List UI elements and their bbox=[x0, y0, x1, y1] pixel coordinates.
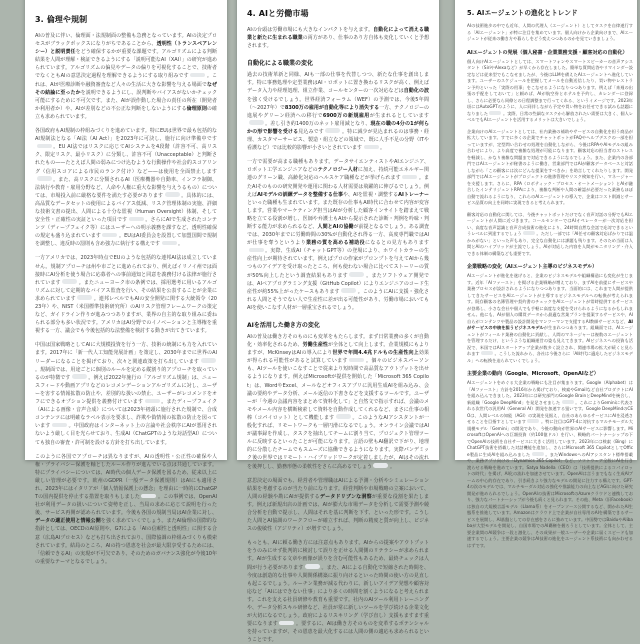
paragraph bbox=[247, 158, 429, 312]
paragraph bbox=[467, 129, 633, 207]
text-run: 。また、AIによる自動化で短縮された時間を、今度は創造的な仕事や人間関係構築に振り向けるといった時間の使い方の見直しも起こるでしょう。ルーチン業務が減る代わりに、新しいアイデア発想や顧客対応など「AIにはできない仕事」により多くの時間を割くようになると考えられます。これを支える社員研修や教育も重要です。社内のAIツール利用トレーニングや、データ分析スキル研修など、社員が常に新しいツールを学び続ける企業文化が大切になるでしょう。政府によるリスキリング（学び直し）支援もますます重要になります bbox=[247, 564, 429, 628]
paragraph bbox=[247, 333, 429, 471]
bold-text: 自動化によって消える職業と新たに生まれる職業 bbox=[247, 27, 429, 42]
text-run: 。要するに、AIは働き方そのものを変革するポテンシャルを持っていますが、その恩恵を最大化するには人間の側の適応も求められるということです。 bbox=[247, 621, 429, 644]
text-run: AIの技術進歩の中でも近年、人間の代理人（エージェント）としてタスクを自律遂行する「AIエージェント」が特に注目を集めています。個人向けから企業向けまで、AIエージェントが従来の働き方や暮らしをどう変えつつあるのかを見ていきましょう。 bbox=[467, 23, 633, 41]
bold-text: データドリブンな洞察 bbox=[319, 493, 372, 500]
citation-chip[interactable] bbox=[532, 452, 544, 456]
text-run: 。連邦レベルでもAIの安全開発に関する大統領令（2023年）や、NIST（米国標準技術研究所）のAIリスク管理フレームワークの策定など、ガイドライン作りが進みつつありますが、業界の自主的な取り組みに委ねられる部分も多い状況です。アメリカはAI分野でのイノベーションと主導権を重視する一方、議会でも今後包括的な法整備を検討する動きが出てきています。 bbox=[35, 295, 217, 335]
text-run: 一方、テクノロジーの進展やグリーン経済への移行で bbox=[247, 104, 430, 119]
text-run: AIエージェントが進化を遂げると、企業のビジネスモデルや組織構造にも変化が生じます。近年「AIファースト」を掲げる企業戦略が増えており、まずAIを前提にサービスや業務プロセスが設計されるようになりつつあります。当面的には、これまで人間が提供してきたサービスをAIエージェントが主導するビジネスモデルへの転換が考えられます。既存顧客の名簿管理や契約書のチェックをAIエージェントが常時提供するサービスが登場し、小さな会社や個人でも手軽に高度な支援を受けられるようになるかもしれません。他にも、AIが個人の購買データから最適な営業プランを提案するサービスや、AI自らがコンテンツや製品の設計開発をマンツーマンで支援するAI教師サービスなど、 bbox=[467, 273, 633, 324]
text-run: 。EU AI法ではリスクに応じてAIシステムを4段階（許容不可、高リスク、限定リスク、最小リスク）に分類し、許容不可（Unacceptable）と判断されたもの——たとえば人間の弱みにつけ込むような行動操作や社会的スコアリング（信用スコアによる市民のランク付け）など——は使用を全面禁止します bbox=[35, 144, 217, 175]
citation-chip[interactable] bbox=[102, 233, 117, 238]
bold-text: AIトレーナー bbox=[398, 191, 429, 198]
text-run: 。差し引き約1400万のネット雇用減となり、 bbox=[265, 120, 371, 127]
text-run: AIの普及に伴い、倫理面・法規制面の整備も急務となっています。AIの決定プロセスがブラックボックスになりがちであることから、 bbox=[35, 33, 217, 48]
section-heading: AIエージェントの発展（個人秘書・企業業務支援・顧客対応の自動化） bbox=[467, 49, 628, 56]
text-run: 。 bbox=[389, 463, 395, 470]
paragraph bbox=[467, 273, 633, 364]
paragraph bbox=[35, 32, 217, 121]
text-run: 。これは、AIが医療診断や融資審査など人々の生活に大きな影響を与える場面で bbox=[35, 73, 217, 88]
text-run: 顧客対応の自動化に関しては、今後チャットボットだけでなく音声対話の分野でもAIエージェントが人間に近づきます。コールセンターではAIオペレーターが一次対応を担い、高度な音声認識と音声合成技術の進化により、24時間自然な会話で応対できるというレベルに到達するでしょう bbox=[467, 211, 633, 236]
bold-text: 世界で年間4.4兆ドルもの生産性向上 bbox=[332, 350, 419, 357]
section-heading: 主要企業の動向（Google、Microsoft、OpenAIなど） bbox=[467, 371, 599, 377]
bold-text: なぜその結論に至ったか bbox=[35, 81, 217, 96]
text-run: が生まれつつあります。組織面では、AIエージェントがフィールド業務の自動化に貢献し、人間のマネージャーは複数のエージェントを管理するだけ、というような組織運営の姿も見えてきます。AIビジネスへの投資も活況で、米国ではAIスタートアップ企業が数多く設立され、関連市場の拡大が続くと見られます bbox=[467, 325, 633, 356]
text-run: 。この事例では、OpenAI社が利用データの扱いについて姿勢を正し、当局の求めに応じて説明を行った後、サービス再開が認められています。今後も各国の規制当局はAI企業に対し、 bbox=[35, 494, 217, 517]
citation-chip[interactable] bbox=[37, 176, 52, 181]
text-run: 。また、高リスクに分類されるAI（医療機器や自動車、インフラ制御、法執行や教育・雇用分野など、人命や人権に重大な影響を与えうるもの）については、市場投入前に厳格な要件を満たす必要があります bbox=[35, 176, 217, 199]
citation-chip[interactable] bbox=[373, 463, 388, 468]
citation-chip[interactable] bbox=[336, 414, 351, 419]
document-page-labor-market bbox=[237, 0, 439, 644]
text-run: 一方で需要が高まる職種もあります。データサイエンティストやAIエンジニア、ロボット工学エンジニアなどの bbox=[247, 159, 429, 174]
text-run: 。規制面では、用途ごとに個別のルールを定める縦割り的アプローチを取っているのが特徴です bbox=[35, 366, 217, 381]
citation-chip[interactable] bbox=[349, 272, 364, 277]
text-run: 効果が得られる可能性があると試算しています bbox=[247, 350, 429, 365]
text-run: 企業向けのAIエージェントとしては、社内業務の補助やサービスの自動化を担う商品が拡大しています。すでに多くの企業でチャットボットがFAQやヘルプデスクの一部を担っていますが、定型問い合わせの処理を自動化しながら、今後はRPAやAIモデルの組み合わせにより、より高度で複雑な処理が可能になります。顧客対応の担当者のストレスを軽減し、かなり複雑な問題まで対応できるようになるでしょう。また、企業内の各部門ではAIエージェントが秘書のように働き、営業部門ではAIが顧客データベースと対話しながら「この顧客には次にどんな提案をすべきか」を助言してくれたりします。開発部門ではAIエージェントがプロジェクトの進捗管理やリスク検知を行い、マネージャーを支援します。さらに、RPA（ロボティック・プロセス・オートメーション）とAIが融合したインテリジェントRPAにより、複雑な判断や人間の確認が必要だった業務もほぼ自動で流れるようになり、これらのAIエージェントの導入で、企業はコスト削減とサービス品質の向上を同時に実現できると考えられます。 bbox=[467, 128, 633, 205]
text-run: 。中国政府はインターネット上の言論や社会秩序にAIが悪用されないよう厳しく目を光らせており、生成AI（ChatGPTのような対話型AI）についても独自の審査・許可制を設ける方針を打ち出しています。 bbox=[35, 423, 217, 446]
paragraph bbox=[35, 127, 217, 248]
text-run: AIの普及は働き方そのものにも変革をもたらします。まず日常業務の多くが自動化・効率化されるため、 bbox=[247, 334, 429, 349]
section-heading: AIを活用した働き方の変化 bbox=[247, 322, 320, 329]
text-run: 各国政府もAI規制の枠組みづくりを進めています。特にEUは世界で最も包括的なAI規制法となる「AI法（AI Act）」を2023年に可決し、施行に向け準備中です bbox=[35, 128, 217, 143]
text-run: 。このようにAIに支援・強化される人間とそうでない人で生産性に差が出る可能性があり、労働市場においてもAIを使いこなす人材が一層重宝されるでしょう。 bbox=[247, 288, 429, 311]
paragraph bbox=[247, 26, 429, 50]
citation-chip[interactable] bbox=[249, 248, 264, 253]
paragraph bbox=[35, 453, 217, 566]
paragraph bbox=[247, 477, 429, 534]
document-page-ethics bbox=[25, 0, 227, 565]
text-run: 。特に注目はGPT-4に対抗するマルチモーダル大規模モデル「Gemini」の開発であり、今後の動向が世界のAIサービスに影響します。MicrosoftはOpenAIへの巨額投資（約100億ドル）を行い、戦略的パートナーシップの下でOpenAIの技術を自社サービスに大きく活用しています。2023年には検索（Bing）にChatGPT技術を搭載した対話機能を追加し、さらにMicrosoft 365 CopilotとしてOffice製品に生成AIを組み込みました bbox=[467, 419, 633, 457]
text-run: 。またソフトウェア開発では、AIペアプログラミング支援（GitHub Copilot）によりエンジニアのコード生産性が約55%上がったケースもあります bbox=[247, 272, 429, 295]
bold-text: 業務の質を高める補助役 bbox=[306, 240, 365, 247]
text-run: AIエージェントをめぐる大企業の戦略にも注目が集まります。Google（Alphabet）は「AIファースト」方針を2016年から掲げており、検索やGmailなど自社プロダクトにAIを組み込んできました。2023年には研究部門のGoogle BrainとDeepMindを統合し、新組織「Google DeepMind」を発足させました bbox=[467, 380, 633, 405]
text-run: 。実際、生成AI（チャットGPT等）の登場により、ホワイトカラーの生産性向上が期待されています。例えばプロの作家がプロンプトを与えてAIから幾つものアイデアを受け取ったところ、何も使わない場合に比べてストーリーの質が50%向上したという調査結果もあります bbox=[247, 248, 429, 279]
text-run: が生まれるとしています bbox=[369, 112, 429, 119]
citation-chip[interactable] bbox=[349, 358, 364, 363]
text-run: AIの台頭は労働市場にも大きなインパクトを与えます。 bbox=[247, 27, 374, 33]
page-body bbox=[247, 26, 429, 644]
paragraph bbox=[247, 71, 429, 152]
text-run: 。こうした流れから、各社は今後さらに「AI時代に適応したビジネスモデル」への転換を迫られていくでしょう。 bbox=[467, 351, 633, 363]
paragraph bbox=[35, 254, 217, 335]
text-run: や、AIを監視・調整する bbox=[343, 191, 399, 198]
text-run: 。これによりGeminiに代表される次世代の汎用AI（General AI）開発を加速する狙いです。Google DeepMindのCEOは、人間レベルの知能（AGI）の実現を見据え、自社のあらゆるサービスにAIを浸透させることを目指すとしています bbox=[467, 399, 633, 424]
citation-chip[interactable] bbox=[249, 120, 264, 125]
text-run: を強く受けるでしょう。世界経済フォーラム（WEF）の予測では、今後5年間（〜2027年）で bbox=[247, 96, 429, 111]
bold-text: 自動化の波 bbox=[403, 88, 429, 95]
citation-chip[interactable] bbox=[129, 217, 144, 222]
text-run: をどう確保するかが重要な課題です。アルゴリズムによる判断結果を人間が理解・検証できるようにする「説明可能なAI（XAI）」の研究が進められています。アルゴリズムの偏見やデータの偏りを可視化することで、技術者でなくともAIの意思決定過程を理解できるようにする取り組みです bbox=[35, 49, 217, 80]
page-title: 3. 倫理や規制 bbox=[35, 15, 88, 24]
text-run: が重要な役割を果たします。例えば新規出店の計画では、AIが膨大な市場データを分析して需要予測や競合分析を自動で提示し、人間はそれを基に判断を下す、といった形です。こうした人間とAI協調のワークフローが確立すれば、判断の精度と質が向上し、ビジネスの俊敏性（アジリティ）が増すでしょう。 bbox=[247, 493, 429, 533]
citation-chip[interactable] bbox=[190, 73, 205, 78]
text-run: が全体として向上します。企業規模にもよりますが、McKinseyはAIの導入により bbox=[247, 342, 429, 357]
bold-text: AIがサービスの中核を担うビジネスモデル bbox=[467, 318, 633, 330]
bold-text: AIモデルの訓練データを整備する仕事 bbox=[257, 191, 344, 198]
paragraph bbox=[247, 539, 429, 644]
text-run: といった職種も生まれています。また既存の仕事もAI時代に合わせて内容が変容します。営業やマーケティング担当はAIが分析した顧客インサイトを踏まえて戦略を立てる役割が増し、医師や弁護士もAIから提示された診断・判例を吟味・判断する能力が求められるなど、 bbox=[247, 199, 429, 230]
citation-chip[interactable] bbox=[162, 241, 177, 246]
section-heading: 自動化による職業の変化 bbox=[247, 60, 314, 68]
text-run: を強く求めていくでしょう。またAI倫理の国際的な指針としては、OECDのAI原則や、G7による「AIの信頼性と透明性」に関する合意（広島AIプロセス）なども打ち出されており、国際協調の枠組みづくりも模索されています。結局のところ、AIの持つ恩恵を社会が最大限享受するためには、「信頼できるAI」の実現が不可欠であり、そのためのガバナンス強化が今後10年の重要なテーマとなるでしょう。 bbox=[35, 518, 217, 565]
bold-text: 6900万の新規雇用 bbox=[322, 112, 370, 119]
text-run: 。例えば2022年施行の「アルゴリズム規制」は、ニュースフィードや動画アプリなどのレコメンデーションアルゴリズムに対し、ユーザーを害する情報拡散の防止や、差別的な扱いの禁止、ユーザーがレコメンドをオフにできるオプション提供を義務付けています bbox=[35, 374, 217, 406]
text-run: 個人向けAIエージェントとしては、スマートフォンやスマートスピーカーの音声アシスタント（SiriやAlexaなど）が早くから存在しました。簡単な質問応答やリマインダー設定などは従来型でもこなせましたが、今後はLLMを備えたAIエージェントへ進化しています。ユーザーのスケジュールを把握してメールを自動送信したり、買い物やレストラン予約といった「実際の用事」をこなせるようになりつつあります。例えば「来週の出張の手配をしておいて」と頼めば、AIが航空券とホテルを予約し、カレンダーに登録し、さらに必要なら同僚との日程調整まで行ってくれる、というイメージです。2023年頃にはAutoGPTのように、人に同伴しながら予定や買い物をお任せできる試みも話題になりました bbox=[467, 58, 633, 116]
citation-chip[interactable] bbox=[489, 111, 501, 115]
citation-chip[interactable] bbox=[141, 494, 156, 499]
citation-chip[interactable] bbox=[562, 400, 574, 404]
paragraph bbox=[467, 59, 633, 124]
citation-chip[interactable] bbox=[77, 295, 92, 300]
text-run: 一方アメリカでは、2023年時点でEUのような包括的な連邦AI法は成立していません。規制アプローチは州や市ごとに進められており、例えばイリノイ州では面接時にAI分析を使う場合に応募者への事前通知と同意を義務付ける法律が施行されています bbox=[35, 255, 217, 286]
citation-chip[interactable] bbox=[325, 128, 340, 133]
citation-chip[interactable] bbox=[527, 419, 539, 423]
bold-text: 労働生産性 bbox=[302, 342, 328, 349]
citation-chip[interactable] bbox=[279, 621, 294, 626]
page-title: 4. AIと労働市場 bbox=[247, 9, 309, 18]
text-run: 中国は国家戦略としてAIに大規模投資を行う一方、技術の統制にも力を入れています。2017年に「新一代人工知能発展計画」を策定し、2030年までに世界のAIリーダーになることを掲げており、次々と関連政策を打ち出しています bbox=[35, 342, 217, 365]
text-run: 。具体的には、高品質なデータセットの使用によるバイアス低減、リスク管理体制の実施、詳細な技術文書の提出、人間による十分な監視（Human Oversight）体制、そして安全性・正確性の実証といった項目です bbox=[35, 192, 217, 224]
page-body bbox=[467, 23, 633, 549]
page-title: 5. AIエージェントの進化とトレンド bbox=[467, 9, 578, 17]
section-heading: 企業戦略の変化（AIエージェント主導のビジネスモデル） bbox=[467, 264, 598, 270]
text-run: 。実際、日常の些細なタスクから解放されたい需要は大きく、個人レベルでもAIエージェントを活用するメリットは大きいでしょう。 bbox=[467, 110, 633, 122]
text-run: 。 bbox=[380, 145, 386, 152]
citation-chip[interactable] bbox=[364, 145, 379, 150]
paragraph bbox=[35, 341, 217, 446]
bold-text: 倫理原則 bbox=[186, 105, 207, 112]
citation-chip[interactable] bbox=[481, 351, 493, 355]
text-run: になるとの見方もあります bbox=[365, 240, 429, 247]
bold-text: 人間とAIの協働 bbox=[317, 223, 354, 230]
citation-chip[interactable] bbox=[62, 279, 77, 284]
paragraph bbox=[467, 23, 633, 43]
citation-chip[interactable] bbox=[145, 399, 160, 404]
text-run: 。またAIそのものの研究開発や運用に関わる人材需要は飛躍的に伸びるでしょう。例えば bbox=[247, 175, 429, 198]
document-page-ai-agents bbox=[455, 0, 637, 548]
citation-chip[interactable] bbox=[341, 288, 356, 293]
text-run: 。またWindowsへのAIアシスタント標準搭載や、業務アプリ向けの「Dynamics 365 Copilot」など、ソフトウェア全般にAIを行き渡らせる戦略を進めています。Satya Nadella（CEO）は「技術提供によるコパイロットの時代」を掲げ、AI化の流れを加速させています。OpenAIは言うまでもなく生成AIブームの中心的存在であり、引き続きより強力なモデルの開発に注力する構えです。GPT-4の次のモデルでは、マルチモーダル対応の強化や推論能力の向上などAGIに向けた研究開発が進められるでしょう。OpenAIの技術はMicrosoftのAzureクラウドと連携しており、強力なパートナーシップが今後も続くと見られます。その他、Meta（旧Facebook）は独自の大規模言語モデル（Llama系）をオープンソース公開するなど、開かれたAI生態系を推進しています。Amazonはクラウド上で企業が自社専用のAIを構築できるサービスを展開し、AI基盤としての存在感をさらに強めています。中国勢ではBaiduやAlibabaが大型モデルを開発し、自国市場でのAI覇権を握ろうとしています。全体として、主要企業間のAI競争は一段と激化し、その成果が一般ユーザーや企業に届くスピードも加速するでしょう。主要企業の競争はAI技術の進化をエージェント系技術にも向かわせるはずです。 bbox=[467, 451, 633, 548]
page-body bbox=[35, 32, 217, 566]
text-run: 。 bbox=[178, 241, 184, 248]
citation-chip[interactable] bbox=[165, 192, 180, 197]
text-run: 。またニューヨーク市の条例では、採用選考に用いるアルゴリズムに対して定期的なバイアス監査を行い、その結果を公表することが企業に求められています bbox=[35, 279, 217, 302]
text-run: 見込みです bbox=[298, 128, 324, 135]
citation-chip[interactable] bbox=[523, 231, 535, 235]
paragraph bbox=[467, 212, 633, 258]
bold-text: 8300万の雇用が自動化等により消失する bbox=[284, 104, 380, 111]
citation-chip[interactable] bbox=[201, 358, 216, 363]
text-run: 。個々のビジネスパーソンも、AIツールを使いこなすことで従来より短時間で高品質なアウトプットを出せるようになります。例えばMicrosoftが提供を開始した「Microsoft 365 Copilot」は、WordやExcel、メールなどオフィスアプリに汎用生成AIを組み込み、会議の要約やデータ分析、メール返信の下書きなどを支援するツールです。ユーザーが「今週の会議内容をまとめて資料化して」と自然文で指示すれば、会議のメモやメール内容を横断検索して資料を自動作成してくれるなど、まさに仕事の相棒（コパイロット）として機能します bbox=[247, 358, 429, 421]
citation-chip[interactable] bbox=[72, 374, 87, 379]
text-run: 。またディープフェイク（AIによる画像・音声合成）については2023年初頭に施行された規制で、合成コンテンツには明確なラベル表示を要求し、詐欺や偽情報の拡散の防止を図っています bbox=[35, 399, 217, 430]
text-run: 過去の技術革新と同様、AIも一部の仕事を代替しつつ、新たな仕事を創出します。特に事務処理や定型業務はAI・ロボットに置き換わるリスクが高く、例えばデータ入力や経理処理、組立作業、コールセンターの一次対応などは bbox=[247, 72, 429, 95]
text-run: このように各国でアプローチは異なりますが、AIの透明性・公正性の確保や人権・プライバシー保護を軸としたルール作りが進んでいる点は共通しています。特にプライバシーについては、AI時代の個人データ保護を図るため、従来以上に厳しい管理が必要です。欧州のGDPR（一般データ保護規則）はAIにも適用され、2023年にはイタリアが「個人情報保護上の懸念」を理由に一時的にChatGPTの国内提供を停止する措置を取りもしました bbox=[35, 453, 217, 501]
text-run: 。このようなAIアシスタントが一般化すれば、リモートワークも一層円滑になるでしょう。オンライン会議ではAIが議事録を作成し、タスクを抽出してチームに割り当て、プロジェクト管理ツールに反映するといったことが可能になります。言語の壁もAI翻訳で下がり、地理的に分散したチームでもスムーズに協働できるようになります。実際パンデミック後の世界ではリモート・ハイブリッドワークが定着しましたが、AIはその流れを後押しし、勤務形態の柔軟性をさらに高めるでしょう bbox=[247, 414, 430, 470]
text-run: が前提となるでしょう。ある調査では、2030年までに労働時間の30%が自動化され得る一方、高度専門職ではAIが仕事を奪うというより bbox=[247, 223, 430, 247]
text-run: 。EUはAI委員会を設置して加盟国間で規制を調整し、違反時の罰則も含め強力に執行する構えです bbox=[35, 233, 217, 248]
text-run: 。特に減少が見込まれるのは事務・経理、カスタマーサービス、製造・組立などの領域で、既に人手不足の分野（ITや看護など）では比較的影響が小さいとされています bbox=[247, 128, 429, 152]
text-run: を説明できるようにし、誤判断やバイアスがないかチェック可能にするために不可欠です。また、AIが誤作動した場合の責任の所在（開発者か利用者か）や、AIが差別などの不公正な判断をしないようにする bbox=[35, 89, 217, 112]
text-run: 。さらにAIで生成されたコンテンツ（ディープフェイク等）にはユーザーへの明示義務を課すなど、透明性確保の規定も盛り込まれています bbox=[35, 217, 217, 240]
text-run: 意思決定の場面でも、経営者や管理職はAIによる予測・分析やシミュレーション結果を考慮するのが当たり前になります。経営判断や市場戦略の立案において、人間の経験や勘にAIが提供する bbox=[247, 477, 429, 500]
text-run: の両方があり、仕事のあり方自体も変化していくと予想されます。 bbox=[247, 35, 429, 50]
citation-chip[interactable] bbox=[402, 175, 417, 180]
text-run: の確立も求められています。 bbox=[35, 105, 217, 120]
paragraph bbox=[467, 380, 633, 549]
text-run: 。ただし一部では「AI任せの顧客対応ばかりでは温かみがない」といった声もあり、完全な自動化には課題も残ります。そのため当面は人間とAIのハイブリッドが主流でしょう。AIが対応した内容を人間がモニタリング・介入できる体制の構築なども重要です。 bbox=[467, 231, 633, 256]
citation-chip[interactable] bbox=[37, 144, 52, 149]
bold-text: テクノロジー人材 bbox=[317, 167, 358, 174]
bold-text: 透明性（トランスペアレンシー）と説明責任 bbox=[35, 41, 217, 56]
bold-text: データの適正使用と情報公開 bbox=[35, 518, 101, 525]
text-run: に加え、持続可能エネルギー関連のグリーン職、高齢化対応のヘルスケア職種などが挙げられます bbox=[247, 167, 429, 182]
citation-chip[interactable] bbox=[305, 564, 320, 569]
text-run: もっとも、AIに頼る働き方には注意点もあります。AIからの提案やアウトプットをうのみにせず批判的に検討して誤りを正せる人間側のリテラシーが求められます。AIが生成する文章や画像が誤りを含む可能性もあるため、最終チェックは人間が行う必要があります bbox=[247, 540, 429, 571]
bold-text: 現在の職の4分の1が何らかの形で影響を受ける bbox=[247, 120, 429, 135]
